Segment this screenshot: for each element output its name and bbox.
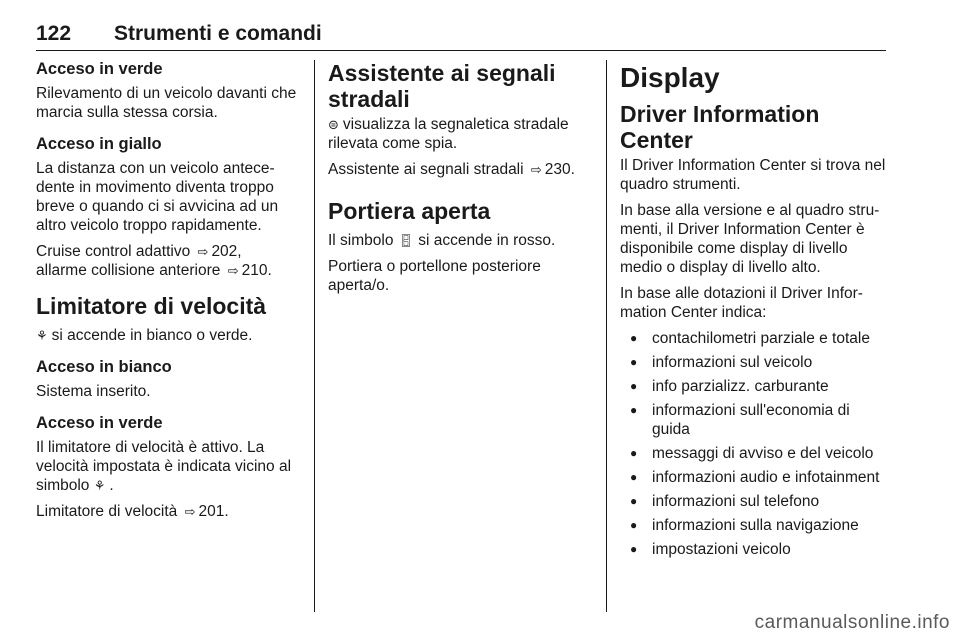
paragraph-dic-indica: In base alle dotazioni il Driver Infor-mation Center indica:: [620, 285, 863, 321]
page-ref-arrow-icon: ⇨: [184, 504, 196, 519]
column-right: [620, 60, 888, 564]
assistente-text: visualizza la segnaletica stradale rilevata come spia.: [328, 116, 569, 152]
limitatore-attivo-text: Il limitatore di velocità è attivo. La velocità impostata è indicata vicino al simbolo: [36, 439, 292, 494]
list-item: ● informazioni sul telefono: [620, 492, 888, 511]
heading-portiera-aperta: Portiera aperta: [328, 198, 491, 224]
heading-assistente-segnali: Assistente ai segnali stradali: [328, 60, 556, 112]
page-ref-arrow-icon: ⇨: [197, 244, 209, 259]
list-item: ● informazioni sulla navigazione: [620, 516, 888, 535]
heading-acceso-giallo: Acceso in giallo: [36, 135, 162, 153]
paragraph-portellone: Portiera o portellone posteriore aperta/o.: [328, 258, 541, 294]
dic-feature-list: [620, 329, 888, 559]
page-ref-arrow-icon: ⇨: [530, 162, 542, 177]
page-ref-arrow-icon: ⇨: [227, 263, 239, 278]
heading-acceso-verde-2: Acceso in verde: [36, 414, 163, 432]
paragraph-assistente: [328, 115, 596, 153]
door-open-icon: 🚪︎: [397, 233, 415, 248]
column-middle: [328, 60, 596, 302]
speed-limiter-icon: ⚘: [36, 328, 48, 343]
paragraph-references-cruise: [36, 242, 302, 280]
column-divider-1: [314, 60, 315, 612]
traffic-sign-icon: ⊜: [328, 117, 339, 132]
paragraph-limitatore-attivo: [36, 438, 302, 495]
limitatore-attivo-end: .: [109, 477, 114, 494]
ref-limitatore-page[interactable]: 201.: [198, 503, 229, 520]
ref-collisione-page[interactable]: 210.: [241, 262, 272, 279]
ref-cruise-page[interactable]: 202,: [211, 243, 242, 260]
ref-cruise-text: Cruise control adattivo: [36, 243, 191, 260]
ref-limitatore-text: Limitatore di velocità: [36, 503, 178, 520]
paragraph-limitatore: [36, 326, 302, 345]
heading-acceso-verde-1: Acceso in verde: [36, 60, 163, 78]
list-item: ● info parzializz. carburante: [620, 377, 888, 396]
ref-assistente-text: Assistente ai segnali stradali: [328, 161, 524, 178]
list-item: ● contachilometri parziale e totale: [620, 329, 888, 348]
list-item: ● impostazioni veicolo: [620, 540, 888, 559]
portiera-text-b: si accende in rosso.: [418, 232, 556, 249]
speed-limiter-icon: ⚘: [93, 478, 106, 493]
page-number: 122: [36, 22, 72, 45]
heading-display: Display: [620, 62, 720, 93]
watermark: carmanualsonline.info: [754, 612, 950, 633]
paragraph-dic-location: Il Driver Information Center si trova nel quadro strumenti.: [620, 157, 886, 193]
page-header: [36, 22, 886, 51]
portiera-text-a: Il simbolo: [328, 232, 394, 249]
ref-assistente-page[interactable]: 230.: [544, 161, 575, 178]
column-divider-2: [606, 60, 607, 612]
heading-driver-information-center: Driver Information Center: [620, 101, 820, 153]
limitatore-text: si accende in bianco o verde.: [51, 327, 253, 344]
list-item: ● informazioni audio e infotainment: [620, 468, 888, 487]
heading-acceso-bianco: Acceso in bianco: [36, 358, 172, 376]
column-left: [36, 60, 302, 528]
paragraph-dic-versions: In base alla versione e al quadro stru-menti, il Driver Information Center è disponibile come display di livello medio o display di livello alto.: [620, 202, 880, 276]
paragraph-distanza: La distanza con un veicolo antece-dente in movimento diventa troppo breve o quando ci si avvicina ad un altro veicolo troppo rapidamente.: [36, 160, 279, 234]
paragraph-portiera: [328, 231, 596, 250]
heading-limitatore: Limitatore di velocità: [36, 293, 267, 319]
paragraph-rilevamento: Rilevamento di un veicolo davanti che marcia sulla stessa corsia.: [36, 85, 297, 121]
paragraph-sistema-inserito: Sistema inserito.: [36, 383, 151, 400]
paragraph-reference-assistente: [328, 160, 596, 179]
list-item: ● informazioni sull'economia di guida: [620, 401, 888, 439]
ref-collisione-text: allarme collisione anteriore: [36, 262, 221, 279]
list-item: ● messaggi di avviso e del veicolo: [620, 444, 888, 463]
paragraph-reference-limitatore: [36, 502, 302, 521]
page-title: Strumenti e comandi: [114, 22, 322, 45]
list-item: ● informazioni sul veicolo: [620, 353, 888, 372]
